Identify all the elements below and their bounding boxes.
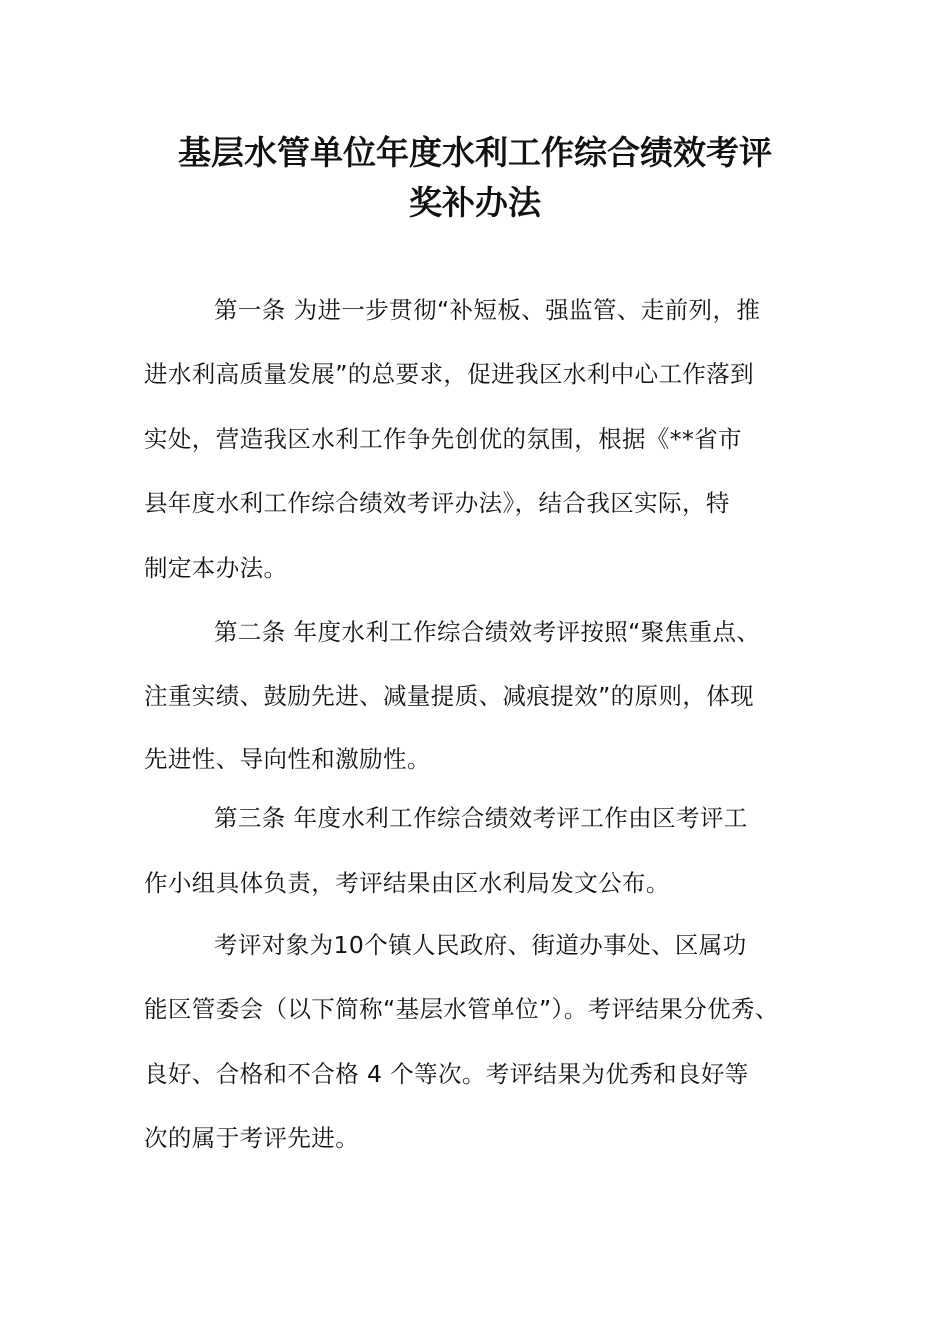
body-line: 作小组具体负责，考评结果由区水利局发文公布。 xyxy=(144,869,670,897)
body-line: 第一条 为进一步贯彻“补短板、强监管、走前列，推 xyxy=(214,296,761,324)
document-title-line-1: 基层水管单位年度水利工作综合绩效考评 xyxy=(178,133,772,172)
body-line: 注重实绩、鼓励先进、减量提质、减痕提效”的原则，体现 xyxy=(144,682,755,710)
body-line: 进水利高质量发展”的总要求，促进我区水利中心工作落到 xyxy=(144,360,755,388)
body-line: 能区管委会（以下简称“基层水管单位”）。考评结果分优秀、 xyxy=(144,995,779,1023)
body-line: 实处，营造我区水利工作争先创优的氛围，根据《**省市 xyxy=(144,425,742,453)
body-line: 第二条 年度水利工作综合绩效考评按照“聚焦重点、 xyxy=(214,618,761,646)
body-line: 制定本办法。 xyxy=(144,554,288,582)
body-line: 第三条 年度水利工作综合绩效考评工作由区考评工 xyxy=(214,804,748,832)
document-title-line-2: 奖补办法 xyxy=(409,183,541,222)
body-line: 先进性、导向性和激励性。 xyxy=(144,745,431,773)
body-line: 县年度水利工作综合绩效考评办法》，结合我区实际，特 xyxy=(144,489,730,517)
body-line: 良好、合格和不合格 4 个等次。考评结果为优秀和良好等 xyxy=(144,1060,749,1088)
body-line: 考评对象为10个镇人民政府、街道办事处、区属功 xyxy=(214,931,747,959)
body-line: 次的属于考评先进。 xyxy=(144,1124,360,1152)
